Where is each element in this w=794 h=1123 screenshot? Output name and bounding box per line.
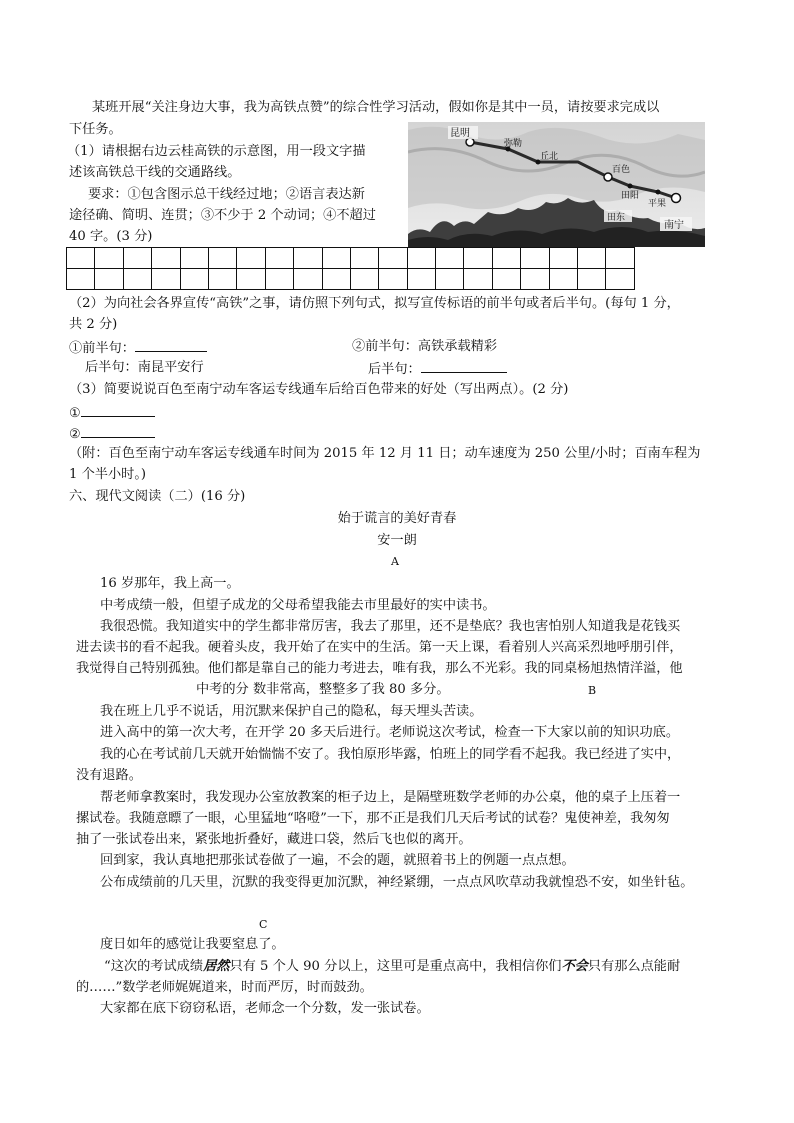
para-11-part-a: “这次的考试成绩 [104, 959, 204, 974]
q3-note-2: 1 个半小时。) [69, 467, 147, 482]
grid-cell[interactable] [436, 248, 464, 269]
q2-left-first-blank[interactable] [135, 337, 207, 352]
grid-cell[interactable] [350, 269, 378, 290]
grid-cell[interactable] [265, 248, 293, 269]
grid-cell[interactable] [407, 248, 435, 269]
grid-cell[interactable] [67, 248, 95, 269]
q2-left-second: 后半句：南昆平安行 [85, 360, 204, 375]
grid-cell[interactable] [322, 248, 350, 269]
label-pingguo: 平果 [648, 199, 667, 209]
para-11-emphasis-1: 居然 [203, 959, 230, 974]
grid-cell[interactable] [492, 248, 520, 269]
para-11-emphasis-2: 不会 [561, 959, 588, 974]
para-1: 16 岁那年，我上高一。 [100, 576, 240, 591]
para-7-line-1: 帮老师拿教案时，我发现办公室放教案的柜子边上，是隔壁班数学老师的办公桌，他的桌子上压着一 [100, 790, 681, 805]
para-8: 回到家，我认真地把那张试卷做了一遍，不会的题，就照着书上的例题一点点想。 [100, 853, 575, 868]
grid-cell[interactable] [152, 248, 180, 269]
label-tiandong: 田东 [607, 213, 626, 223]
railway-map [408, 122, 705, 247]
grid-cell[interactable] [464, 269, 492, 290]
para-4: 我在班上几乎不说话，用沉默来保护自己的隐私，每天埋头苦读。 [100, 704, 483, 719]
grid-cell[interactable] [521, 269, 549, 290]
grid-cell[interactable] [492, 269, 520, 290]
q1-line-4: 途径确、简明、连贯；③不少于 2 个动词；④不超过 [69, 208, 376, 223]
grid-cell[interactable] [208, 269, 236, 290]
q2-line-1: （2）为向社会各界宣传“高铁”之事，请仿照下列句式，拟写宣传标语的前半句或者后半句。(每句 1 分， [69, 296, 680, 311]
grid-cell[interactable] [123, 248, 151, 269]
q2-left-first-label: ①前半句： [69, 341, 135, 356]
grid-cell[interactable] [180, 248, 208, 269]
grid-cell[interactable] [95, 269, 123, 290]
para-6-line-2: 没有退路。 [76, 768, 142, 783]
q2-line-2: 共 2 分) [69, 317, 118, 332]
q2-right-second [368, 358, 507, 380]
q3-item-2-blank[interactable] [81, 423, 155, 438]
para-11-part-b: 只有 5 个人 90 分以上，这里可是重点高中，我相信你们 [229, 959, 562, 974]
grid-cell[interactable] [436, 269, 464, 290]
station-nanning [672, 194, 681, 203]
article-author: 安一朗 [377, 533, 417, 548]
marker-a: A [391, 555, 399, 568]
para-7-line-2: 摞试卷。我随意瞟了一眼，心里猛地“咯噔”一下，那不正是我们几天后考试的试卷？鬼使神差，我匆匆 [76, 811, 670, 826]
label-tianyang: 田阳 [621, 191, 640, 201]
q1-line-5: 40 字。(3 分) [69, 229, 153, 244]
para-5: 进入高中的第一次大考，在开学 20 多天后进行。老师说这次考试，检查一下大家以前的知识功底。 [100, 725, 680, 740]
q1-line-2: 述该高铁总干线的交通路线。 [69, 165, 241, 180]
q3-line-1: （3）简要说说百色至南宁动车客运专线通车后给百色带来的好处（写出两点）。(2 分) [69, 382, 569, 397]
para-11-line-1 [104, 957, 680, 977]
grid-cell[interactable] [578, 269, 606, 290]
para-12: 大家都在底下窃窃私语，老师念一个分数，发一张试卷。 [100, 1001, 430, 1016]
grid-row [67, 269, 635, 290]
q3-item-2 [69, 423, 155, 445]
grid-cell[interactable] [67, 269, 95, 290]
para-11-part-c: 只有那么点能耐 [587, 959, 681, 974]
grid-cell[interactable] [407, 269, 435, 290]
grid-cell[interactable] [606, 248, 634, 269]
q3-note-1: （附：百色至南宁动车客运专线通车时间为 2015 年 12 月 11 日；动车速度为 250 公里/小时；百南车程为 [69, 446, 701, 461]
grid-cell[interactable] [578, 248, 606, 269]
intro-line-1: 某班开展“关注身边大事，我为高铁点赞”的综合性学习活动，假如你是其中一员，请按要求完成以 [92, 100, 660, 115]
q2-right-second-label: 后半句： [368, 362, 421, 377]
article-title: 始于谎言的美好青春 [337, 511, 457, 526]
station-kunming [466, 138, 474, 146]
grid-cell[interactable] [265, 269, 293, 290]
label-baise: 百色 [612, 165, 631, 175]
q3-item-1-label: ① [69, 406, 81, 421]
grid-cell[interactable] [350, 248, 378, 269]
grid-cell[interactable] [464, 248, 492, 269]
q3-item-2-label: ② [69, 427, 81, 442]
q2-right-second-blank[interactable] [421, 358, 507, 373]
grid-cell[interactable] [294, 269, 322, 290]
para-3-line-2: 进去读书的看不起我。硬着头皮，我开始了在实中的生活。第一天上课，看着别人兴高采烈地呼朋引伴， [76, 640, 683, 655]
station-pingguo [656, 190, 661, 195]
grid-cell[interactable] [549, 269, 577, 290]
grid-cell[interactable] [152, 269, 180, 290]
station-baise [604, 173, 612, 181]
para-2: 中考成绩一般，但望子成龙的父母希望我能去市里最好的实中读书。 [100, 598, 496, 613]
grid-cell[interactable] [379, 269, 407, 290]
para-11-line-2: 的……”数学老师娓娓道来，时而严厉，时而鼓劲。 [76, 980, 373, 995]
label-kunming: 昆明 [450, 128, 470, 139]
grid-cell[interactable] [606, 269, 634, 290]
label-nanning: 南宁 [664, 220, 684, 231]
grid-cell[interactable] [322, 269, 350, 290]
grid-cell[interactable] [123, 269, 151, 290]
para-7-line-3: 抽了一张试卷出来，紧张地折叠好，藏进口袋，然后飞也似的离开。 [76, 832, 472, 847]
q1-line-1: （1）请根据右边云桂高铁的示意图，用一段文字描 [67, 144, 366, 159]
grid-cell[interactable] [521, 248, 549, 269]
grid-cell[interactable] [95, 248, 123, 269]
grid-cell[interactable] [180, 269, 208, 290]
q1-line-3: 要求：①包含图示总干线经过地；②语言表达新 [88, 187, 365, 202]
answer-grid [66, 247, 635, 290]
intro-line-2: 下任务。 [69, 122, 122, 137]
label-mile: 弥勒 [504, 139, 523, 149]
grid-cell[interactable] [208, 248, 236, 269]
grid-cell[interactable] [237, 269, 265, 290]
q2-left-first [69, 337, 207, 359]
q3-item-1-blank[interactable] [81, 402, 155, 417]
section-6-heading: 六、现代文阅读（二）(16 分) [69, 489, 246, 504]
para-3-line-3: 我觉得自己特别孤独。他们都是靠自己的能力考进去，唯有我，那么不光彩。我的同桌杨旭热情洋溢，他 [76, 661, 683, 676]
grid-cell[interactable] [237, 248, 265, 269]
grid-cell[interactable] [379, 248, 407, 269]
para-3-line-4: 中考的分 数非常高，整整多了我 80 多分。 [196, 682, 450, 697]
station-tianyang [628, 184, 633, 189]
grid-cell[interactable] [549, 248, 577, 269]
marker-b: B [588, 684, 597, 697]
para-9: 公布成绩前的几天里，沉默的我变得更加沉默，神经紧绷，一点点风吹草动我就惶恐不安，如坐针毡。 [100, 875, 694, 890]
q3-item-1 [69, 402, 155, 424]
grid-row [67, 248, 635, 269]
grid-cell[interactable] [294, 248, 322, 269]
label-qiubei: 丘北 [540, 152, 559, 162]
q2-right-first: ②前半句：高铁承载精彩 [352, 339, 498, 354]
para-3-line-1: 我很恐慌。我知道实中的学生都非常厉害，我去了那里，还不是垫底？我也害怕别人知道我是花钱买 [100, 619, 681, 634]
para-6-line-1: 我的心在考试前几天就开始惴惴不安了。我怕原形毕露，怕班上的同学看不起我。我已经进了实中， [100, 747, 681, 762]
marker-c: C [259, 918, 268, 931]
para-10: 度日如年的感觉让我要窒息了。 [100, 937, 285, 952]
